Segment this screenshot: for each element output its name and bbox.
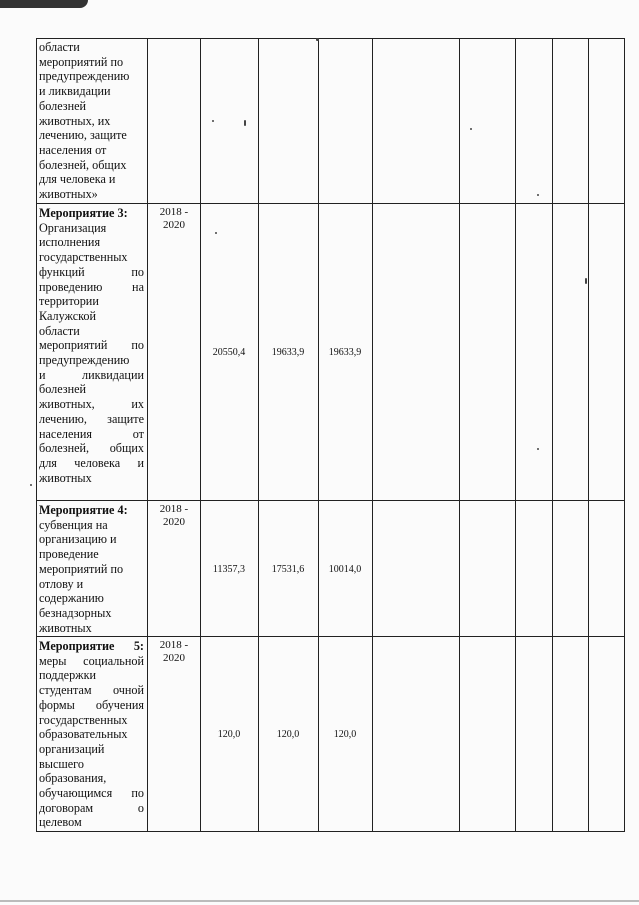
row-1-value-3: 19633,9 (328, 347, 362, 358)
row-1-line: Калужской (39, 308, 97, 323)
scan-edge-mark (0, 0, 88, 8)
row-1-line: и ликвидации (39, 367, 144, 382)
row-3-value-2: 120,0 (276, 729, 300, 740)
row-2-line: проведение (39, 547, 99, 562)
row-2-description (39, 503, 144, 635)
row-1-line: области (39, 323, 80, 338)
row-0-line: лечению, защите (39, 128, 127, 143)
row-1-line: для человека и (39, 455, 144, 470)
col-divider-year3 (318, 38, 319, 831)
row-0-line: и ликвидации (39, 84, 111, 99)
row-1-value-1: 20550,4 (212, 347, 246, 358)
col-divider-6 (515, 38, 516, 831)
col-divider-7 (552, 38, 553, 831)
scan-speck (537, 448, 539, 450)
scan-speck (30, 484, 32, 486)
row-0-line: болезней, общих (39, 157, 127, 172)
row-3-line: образовательных (39, 727, 128, 742)
row-2-line: организацию и (39, 532, 117, 547)
row-3-line: договорам о (39, 800, 144, 815)
col-divider-8 (588, 38, 589, 831)
row-divider-2 (36, 500, 625, 501)
row-1-line: территории (39, 294, 99, 309)
row-0-line: животных, их (39, 113, 111, 128)
row-2-title: Мероприятие 4: (39, 503, 128, 517)
row-1-line: функций по (39, 264, 144, 279)
row-3-period: 2018 - 2020 (159, 639, 189, 664)
row-3-line: обучающимся по (39, 786, 144, 801)
row-2-line: мероприятий по (39, 561, 124, 576)
col-divider-year1 (200, 38, 201, 831)
col-divider-year2 (258, 38, 259, 831)
row-3-line: организаций (39, 741, 105, 756)
row-0-line: предупреждению (39, 69, 130, 84)
col-divider-5 (459, 38, 460, 831)
row-0-line: болезней (39, 98, 87, 113)
row-1-line: животных, их (39, 397, 144, 412)
col-divider-period (147, 38, 148, 831)
row-1-line: Организация (39, 220, 107, 235)
row-0-description (39, 40, 144, 202)
row-2-line: субвенция на (39, 517, 108, 532)
row-0-line: области (39, 40, 80, 54)
table-border-top (36, 38, 625, 39)
row-3-line: государственных (39, 712, 128, 727)
row-1-period: 2018 - 2020 (159, 206, 189, 231)
row-1-line: населения от (39, 426, 144, 441)
row-3-line: меры социальной (39, 653, 144, 668)
table-border-left (36, 38, 37, 831)
row-3-line: формы обучения (39, 697, 144, 712)
row-0-line: мероприятий по (39, 54, 124, 69)
row-2-value-3: 10014,0 (328, 564, 362, 575)
row-3-value-3: 120,0 (333, 729, 357, 740)
row-3-title: Мероприятие 5: (39, 639, 144, 653)
row-2-line: отлову и (39, 576, 84, 591)
row-0-line: населения от (39, 142, 107, 157)
row-1-title: Мероприятие 3: (39, 206, 128, 220)
row-1-line: мероприятий по (39, 338, 144, 353)
scan-speck (585, 278, 587, 284)
row-1-line: проведению на (39, 279, 144, 294)
row-1-description (39, 206, 144, 485)
row-3-value-1: 120,0 (217, 729, 241, 740)
row-1-line: государственных (39, 250, 128, 265)
row-0-line: для человека и (39, 172, 116, 187)
row-divider-1 (36, 203, 625, 204)
row-2-line: животных (39, 620, 92, 635)
scan-speck (537, 194, 539, 196)
row-1-line: предупреждению (39, 353, 130, 368)
table-border-bottom (36, 831, 625, 832)
scan-speck (212, 120, 214, 122)
row-2-line: безнадзорных (39, 605, 112, 620)
row-1-line: исполнения (39, 235, 101, 250)
scan-speck (215, 232, 217, 234)
row-1-line: лечению, защите (39, 411, 144, 426)
row-1-line: болезней, общих (39, 441, 144, 456)
row-0-line: животных» (39, 187, 98, 202)
row-3-line: высшего (39, 756, 84, 771)
row-3-line: поддержки (39, 668, 97, 683)
scan-speck (470, 128, 472, 130)
row-3-line: целевом (39, 815, 82, 830)
row-2-value-2: 17531,6 (271, 564, 305, 575)
row-1-value-2: 19633,9 (271, 347, 305, 358)
row-2-period: 2018 - 2020 (159, 503, 189, 528)
row-2-line: содержанию (39, 591, 104, 606)
row-3-description (39, 639, 144, 830)
row-3-line: образования, (39, 771, 107, 786)
row-divider-3 (36, 636, 625, 637)
row-1-line: животных (39, 470, 92, 485)
scan-bottom-edge (0, 900, 639, 902)
scan-speck (316, 38, 319, 41)
row-2-value-1: 11357,3 (212, 564, 246, 575)
row-1-line: болезней (39, 382, 87, 397)
scan-speck (244, 120, 246, 126)
table-border-right (624, 38, 625, 831)
row-3-line: студентам очной (39, 683, 144, 698)
col-divider-4 (372, 38, 373, 831)
